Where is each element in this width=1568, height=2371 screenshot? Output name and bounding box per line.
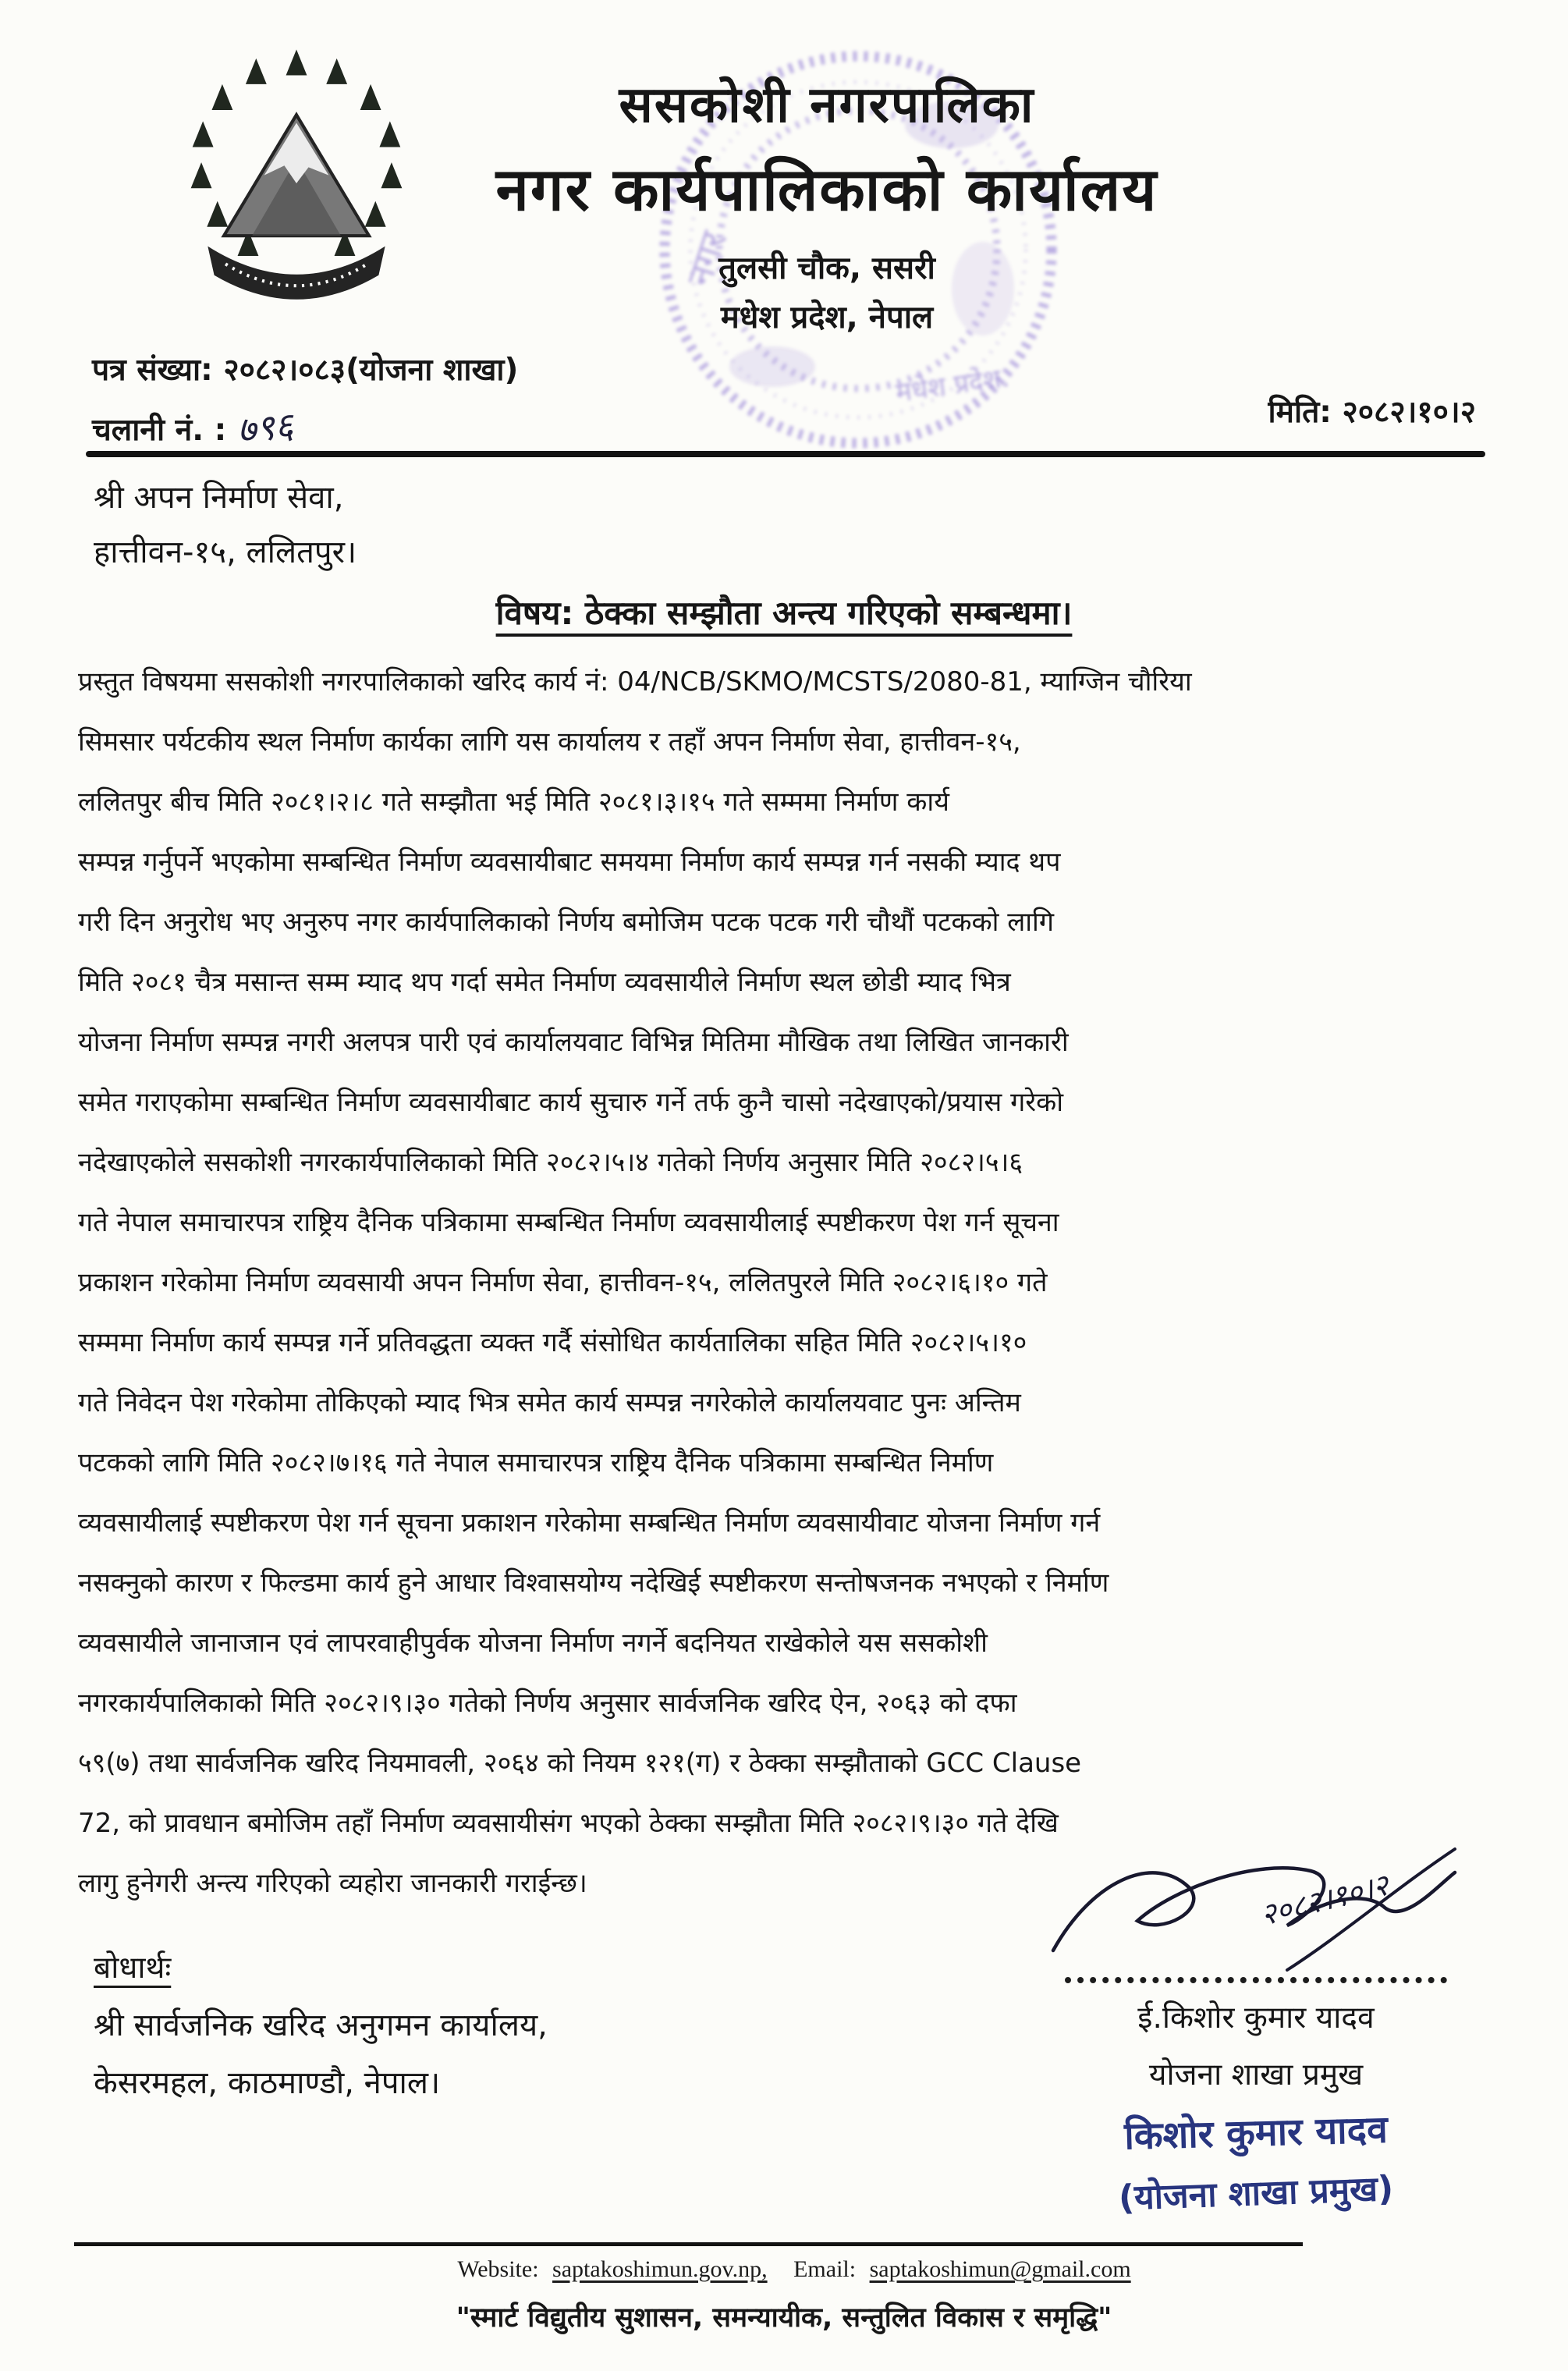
body-line: मिति २०८१ चैत्र मसान्त सम्म म्याद थप गर्दा समेत निर्माण व्यवसायीले निर्माण स्थल छोडी म्याद भित्र (78, 967, 1011, 998)
body-line: व्यवसायीले जानाजान एवं लापरवाहीपुर्वक योजना निर्माण नगर्ने बदनियत राखेकोले यस ससकोशी (78, 1627, 988, 1659)
footer-motto: "स्मार्ट विद्युतीय सुशासन, समन्यायीक, सन्तुलित विकास र समृद्धि" (456, 2302, 1112, 2334)
stamp-fragment-text: मधेश प्रदेश. (893, 361, 1012, 409)
body-line: ५९(७) तथा सार्वजनिक खरिद नियमावली, २०६४ को नियम १२१(ग) र ठेक्का सम्झौताको GCC Clause (78, 1748, 1082, 1779)
reference-number: पत्र संख्या: २०८२।०८३(योजना शाखा) (92, 353, 519, 388)
website-value: saptakoshimun.gov.np, (552, 2256, 768, 2282)
address-line1: तुलसी चौक, ससरी (718, 250, 935, 286)
address-line2: मधेश प्रदेश, नेपाल (720, 300, 934, 335)
signatory-title: योजना शाखा प्रमुख (1148, 2057, 1364, 2092)
cc-heading: बोधार्थः (94, 1950, 172, 1986)
body-line: सिमसार पर्यटकीय स्थल निर्माण कार्यका लागि यस कार्यालय र तहाँ अपन निर्माण सेवा, हात्तीवन-१५, (78, 726, 1021, 758)
body-line: योजना निर्माण सम्पन्न नगरी अलपत्र पारी एवं कार्यालयवाट विभिन्न मितिमा मौखिक तथा लिखित जानकारी (78, 1027, 1069, 1058)
municipality-name: ससकोशी नगरपालिका (619, 76, 1035, 134)
body-line: 72, को प्रावधान बमोजिम तहाँ निर्माण व्यवसायीसंग भएको ठेक्का सम्झौता मिति २०८२।९।३० गते देखि (78, 1808, 1059, 1839)
footer-contact (0, 2256, 1568, 2283)
website-label: Website: (457, 2256, 539, 2282)
body-line: प्रस्तुत विषयमा ससकोशी नगरपालिकाको खरिद कार्य नं: 04/NCB/SKMO/MCSTS/2080-81, म्याग्जिन चौरिया (78, 666, 1192, 697)
signature-dotted-line (1065, 1977, 1447, 1983)
body-line: गते नेपाल समाचारपत्र राष्ट्रिय दैनिक पत्रिकामा सम्बन्धित निर्माण व्यवसायीलाई स्पष्टीकरण पेश गर्न सूचना (78, 1207, 1059, 1238)
cc-line2: केसरमहल, काठमाण्डौ, नेपाल। (94, 2065, 441, 2101)
body-line: गरी दिन अनुरोध भए अनुरुप नगर कार्यपालिकाको निर्णय बमोजिम पटक पटक गरी चौथौं पटकको लागि (78, 907, 1055, 938)
body-line: नदेखाएकोले ससकोशी नगरकार्यपालिकाको मिति २०८२।५।४ गतेको निर्णय अनुसार मिति २०८२।५।६ (78, 1147, 1023, 1178)
letter-date: मिति: २०८२।१०।२ (1268, 395, 1476, 430)
body-line: गते निवेदन पेश गरेकोमा तोकिएको म्याद भित्र समेत कार्य सम्पन्न नगरेकोले कार्यालयवाट पुनः अन्तिम (78, 1387, 1021, 1418)
signature (1030, 1841, 1482, 1974)
letterhead (367, 69, 1287, 337)
signature-block (1030, 1841, 1482, 2219)
body-line: प्रकाशन गरेकोमा निर्माण व्यवसायी अपन निर्माण सेवा, हात्तीवन-१५, ललितपुरले मिति २०८२।६।१० गते (78, 1267, 1048, 1298)
dispatch-number-handwritten: ७९६ (236, 403, 296, 452)
footer-divider (74, 2242, 1303, 2246)
signature-handwritten-date: २०८२।१०।२ (1257, 1867, 1392, 1933)
dispatch-number-row (92, 403, 296, 452)
letter-body (78, 652, 1494, 1914)
office-name: नगर कार्यपालिकाको कार्यालय (495, 154, 1158, 224)
body-line: व्यवसायीलाई स्पष्टीकरण पेश गर्न सूचना प्रकाशन गरेकोमा सम्बन्धित निर्माण व्यवसायीवाट योजना निर्माण गर्न (78, 1507, 1101, 1539)
signatory-stamp-title: (योजना शाखा प्रमुख) (1118, 2168, 1395, 2219)
email-label: Email: (793, 2256, 857, 2282)
body-line: नसक्नुको कारण र फिल्डमा कार्य हुने आधार विश्वासयोग्य नदेखिई स्पष्टीकरण सन्तोषजनक नभएको र निर्माण (78, 1567, 1109, 1599)
body-line: सम्पन्न गर्नुपर्ने भएकोमा सम्बन्धित निर्माण व्यवसायीबाट समयमा निर्माण कार्य सम्पन्न गर्न नसकी म्याद थप (78, 847, 1061, 878)
body-line: नगरकार्यपालिकाको मिति २०८२।९।३० गतेको निर्णय अनुसार सार्वजनिक खरिद ऐन, २०६३ को दफा (78, 1688, 1017, 1719)
cc-line1: श्री सार्वजनिक खरिद अनुगमन कार्यालय, (94, 2007, 548, 2043)
dispatch-label: चलानी नं. : (92, 413, 227, 448)
signatory-name: ई.किशोर कुमार यादव (1137, 2000, 1375, 2036)
addressee-line2: हात्तीवन-१५, ललितपुर। (94, 534, 357, 570)
stamp-fragment-text: नगर (678, 225, 736, 292)
subject-line: विषय: ठेक्का सम्झौता अन्त्य गरिएको सम्बन्धमा। (495, 594, 1073, 632)
addressee-line1: श्री अपन निर्माण सेवा, (94, 480, 344, 516)
body-line: सम्ममा निर्माण कार्य सम्पन्न गर्ने प्रतिवद्धता व्यक्त गर्दै संसोधित कार्यतालिका सहित मिति २०८२।५।१० (78, 1327, 1027, 1358)
body-line: समेत गराएकोमा सम्बन्धित निर्माण व्यवसायीबाट कार्य सुचारु गर्ने तर्फ कुनै चासो नदेखाएको/प्रयास गरेको (78, 1087, 1064, 1118)
body-line: लागु हुनेगरी अन्त्य गरिएको व्यहोरा जानकारी गराईन्छ। (78, 1868, 587, 1899)
email-value: saptakoshimun@gmail.com (869, 2256, 1131, 2282)
body-line: ललितपुर बीच मिति २०८१।२।८ गते सम्झौता भई मिति २०८१।३।१५ गते सम्ममा निर्माण कार्य (78, 786, 949, 818)
body-line: पटकको लागि मिति २०८२।७।१६ गते नेपाल समाचारपत्र राष्ट्रिय दैनिक पत्रिकामा सम्बन्धित निर्माण (78, 1447, 994, 1478)
signatory-stamp-name: किशोर कुमार यादव (1123, 2107, 1389, 2159)
header-divider (86, 451, 1485, 457)
